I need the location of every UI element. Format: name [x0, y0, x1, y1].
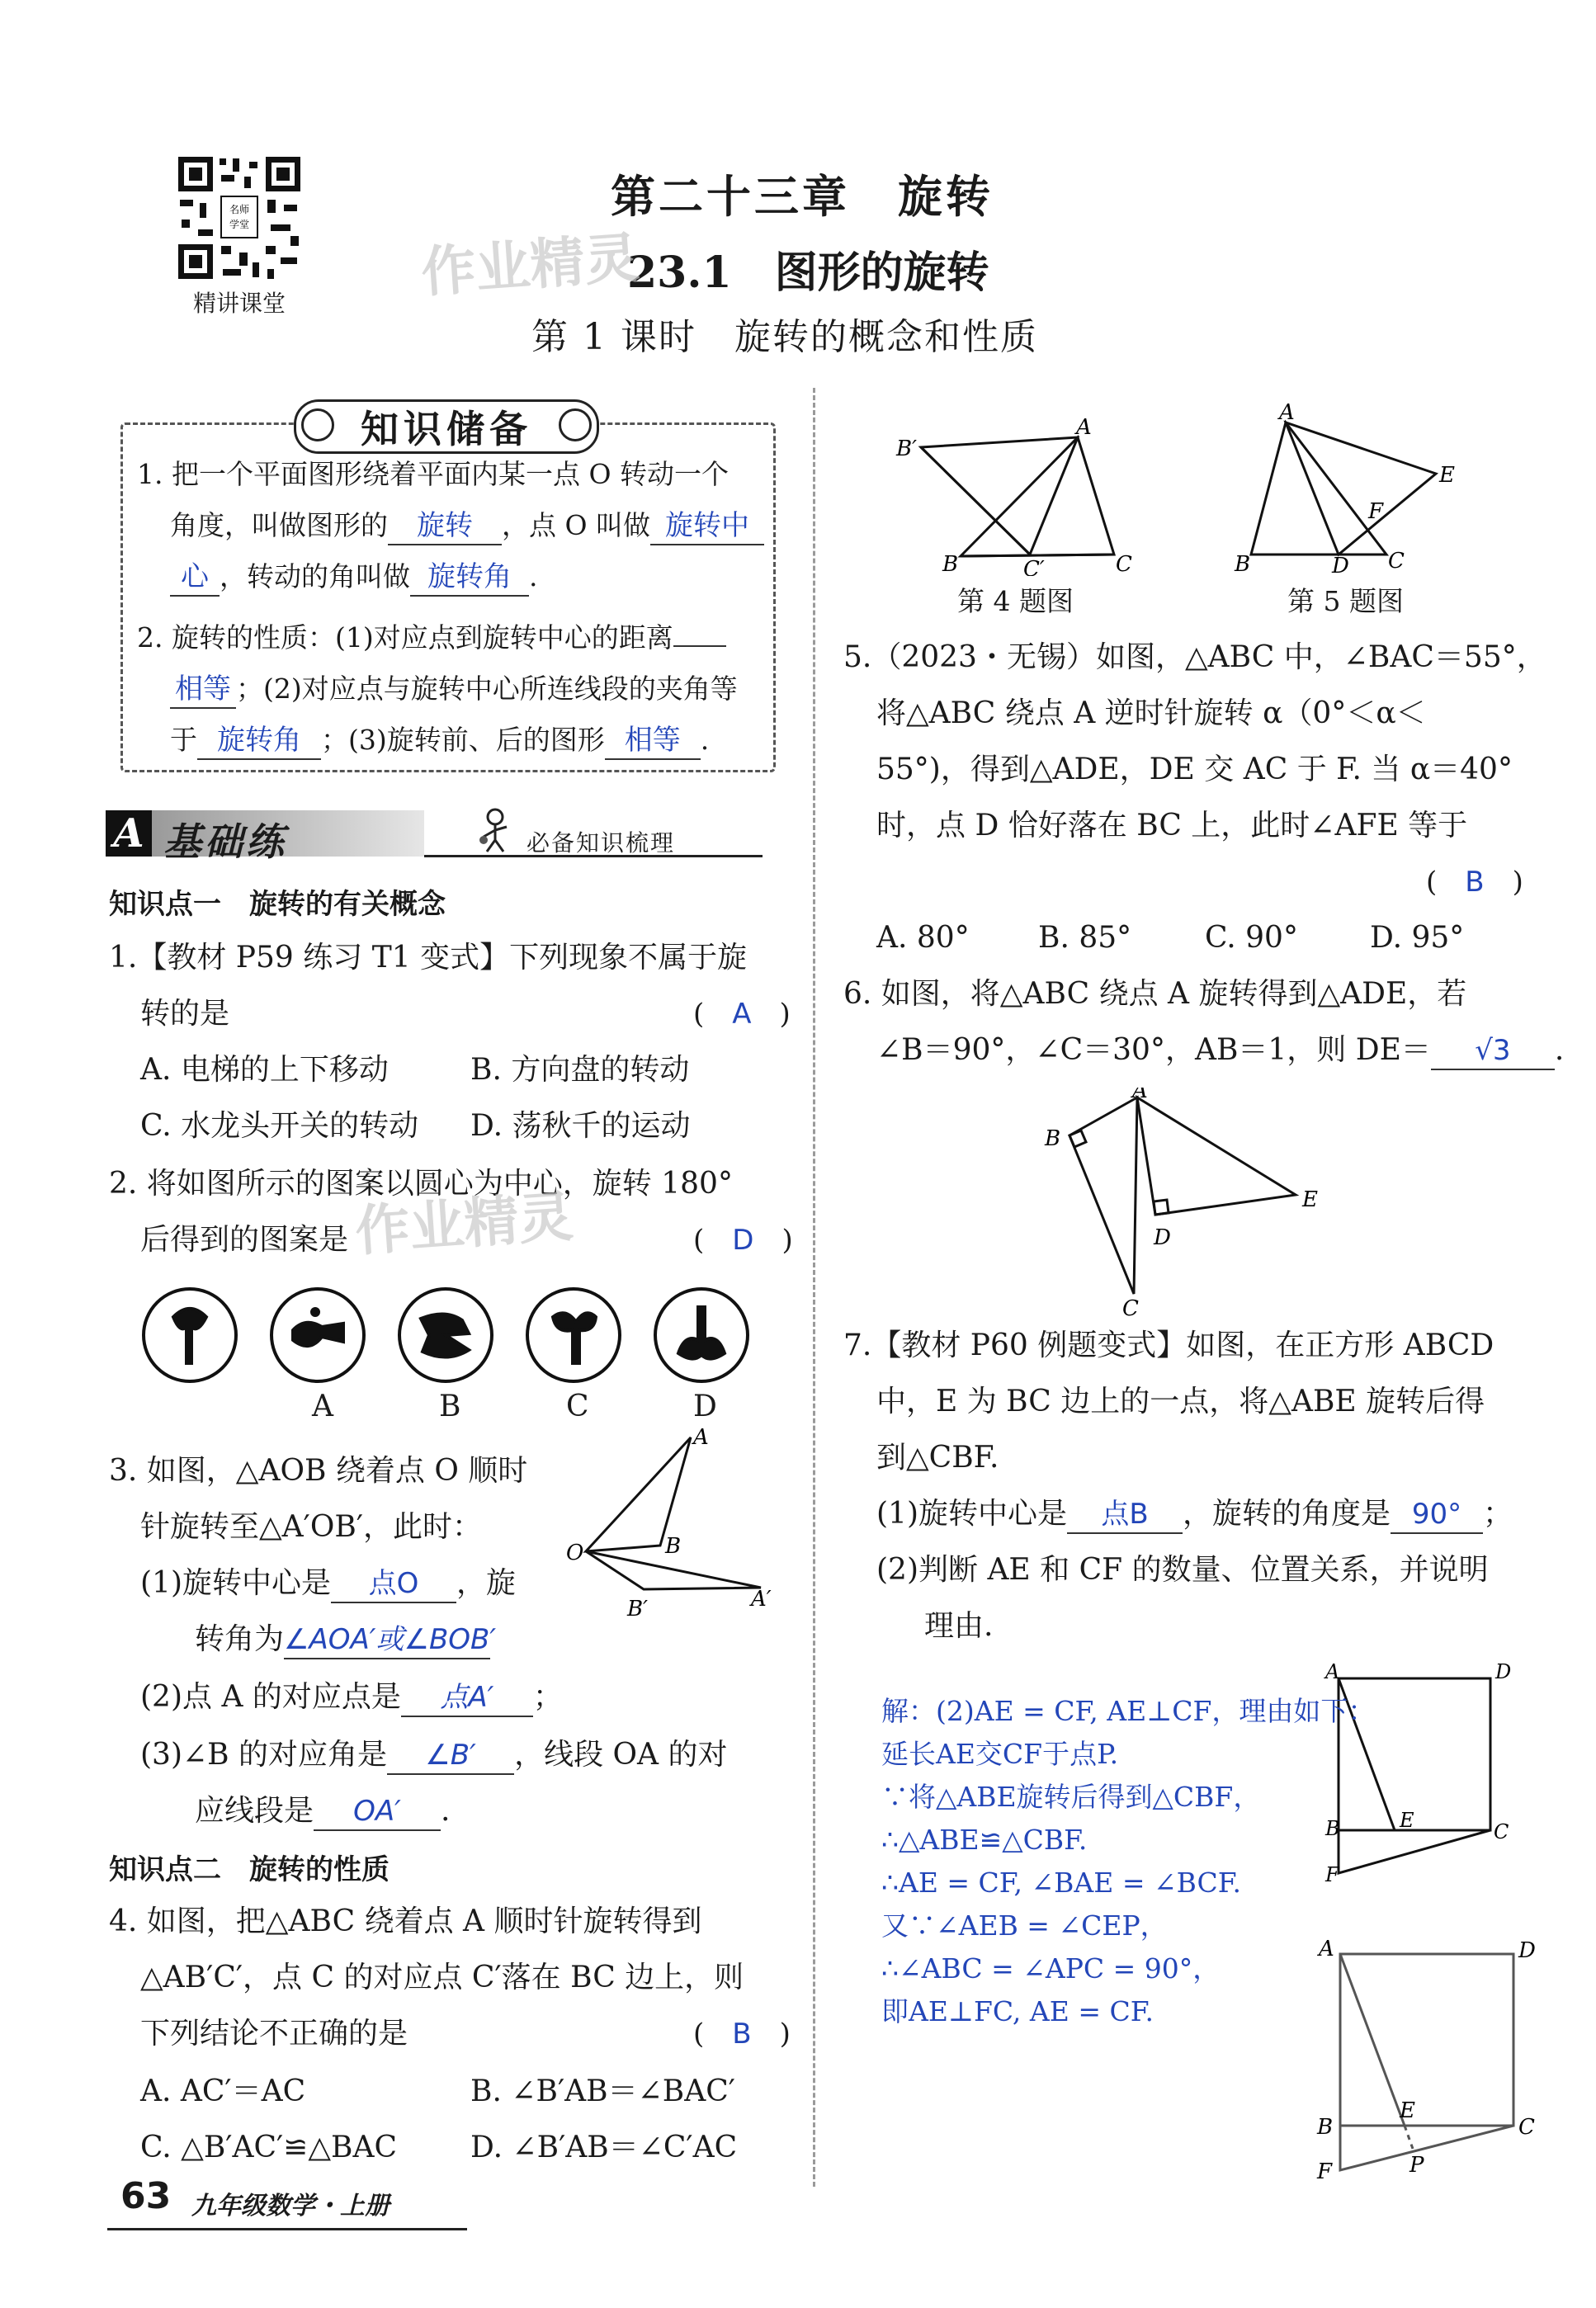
svg-text:B: B [1317, 2115, 1334, 2140]
mascot-icon [477, 807, 513, 853]
q5-option-a: A. 80° [876, 921, 970, 955]
svg-text:D: D [1518, 1938, 1536, 1963]
svg-text:学堂: 学堂 [229, 219, 250, 230]
svg-text:C: C [1116, 552, 1132, 576]
q5-line2: 将△ABC 绕点 A 逆时针旋转 α（0°＜α＜ [876, 696, 1426, 730]
solution-line: ∵将△ABE旋转后得到△CBF， [881, 1781, 1261, 1813]
footer-rule [107, 2228, 467, 2230]
q6-line1: 6. 如图，将△ABC 绕点 A 旋转得到△ADE，若 [843, 977, 1467, 1011]
q6-line2: ∠B＝90°，∠C＝30°，AB＝1，则 DE＝ √3 . [876, 1022, 1564, 1079]
column-divider [813, 388, 815, 2187]
q7-line1: 7.【教材 P60 例题变式】如图，在正方形 ABCD [843, 1329, 1494, 1362]
solution-block [881, 1690, 1375, 2033]
basic-banner [106, 810, 766, 864]
page-number: 63 [120, 2175, 172, 2217]
q3-part2: (2)点 A 的对应点是 点A′ ； [140, 1668, 563, 1726]
q5-line1: 5.（2023・无锡）如图，△ABC 中，∠BAC＝55°， [843, 640, 1546, 674]
svg-text:B′: B′ [896, 437, 918, 461]
kp1-heading: 知识点一 旋转的有关概念 [109, 888, 446, 921]
fig4-caption: 第 4 题图 [957, 585, 1074, 617]
svg-text:D: D [1495, 1660, 1512, 1683]
q1-option-c: C. 水龙头开关的转动 [140, 1109, 419, 1143]
svg-text:C: C [1122, 1296, 1139, 1319]
q7-part2b: 理由. [924, 1609, 994, 1643]
solution-line: ∴△ABE≌△CBF. [881, 1824, 1088, 1856]
q1-answer: ( A ) [693, 998, 791, 1031]
q7-part1: (1)旋转中心是 点B ，旋转的角度是 90° ； [876, 1485, 1513, 1543]
svg-text:A: A [1279, 403, 1295, 425]
watermark: 作业精灵 [353, 1184, 575, 1264]
knowledge-q2-line1: 2. 旋转的性质：(1)对应点到旋转中心的距离 [137, 609, 726, 667]
q5-line3: 55°)，得到△ADE，DE 交 AC 于 F. 当 α＝40° [876, 753, 1513, 786]
q1-option-b: B. 方向盘的转动 [470, 1053, 690, 1087]
knowledge-q1-line3: 心 ，转动的角叫做 旋转角 . [170, 548, 538, 606]
knowledge-title: 知识储备 [361, 407, 532, 451]
fig5-caption: 第 5 题图 [1287, 585, 1404, 617]
q7-line2: 中，E 为 BC 边上的一点，将△ABE 旋转后得 [876, 1385, 1485, 1418]
svg-text:E: E [1302, 1187, 1318, 1212]
svg-text:E: E [1400, 2098, 1415, 2123]
q5-line4: 时，点 D 恰好落在 BC 上，此时∠AFE 等于 [876, 809, 1468, 842]
svg-text:C: C [1518, 2115, 1535, 2140]
q1-option-d: D. 荡秋千的运动 [470, 1109, 691, 1143]
knowledge-q1-line1: 1. 把一个平面图形绕着平面内某一点 O 转动一个 [137, 458, 730, 490]
q3-line1: 3. 如图，△AOB 绕着点 O 顺时 [109, 1454, 528, 1488]
svg-text:B: B [942, 552, 959, 576]
svg-text:C′: C′ [1023, 557, 1045, 576]
svg-text:A: A [1319, 1937, 1334, 1961]
pattern-a [272, 1289, 364, 1381]
solution-line: 解：(2)AE = CF, AE⊥CF，理由如下： [881, 1695, 1376, 1727]
pattern-c [527, 1289, 620, 1381]
kp2-heading: 知识点二 旋转的性质 [109, 1853, 390, 1886]
footer-book: 九年级数学・上册 [191, 2192, 390, 2221]
q4-option-c: C. △B′AC′≌△BAC [140, 2131, 398, 2164]
q4-line2: △AB′C′，点 C 的对应点 C′落在 BC 边上，则 [140, 1961, 744, 1994]
qr-code [175, 153, 304, 282]
q3-line2: 针旋转至△A′OB′，此时： [140, 1510, 483, 1544]
solution-line: ∴∠ABC = ∠APC = 90°， [881, 1952, 1221, 1985]
q3-part1: (1)旋转中心是 点O ，旋 [140, 1555, 516, 1612]
q7-line3: 到△CBF. [876, 1441, 999, 1475]
pattern-original [144, 1289, 236, 1381]
svg-text:A: A [1076, 415, 1092, 440]
watermark: 作业精灵 [419, 225, 641, 305]
svg-text:B′: B′ [627, 1597, 649, 1621]
svg-text:A: A [693, 1428, 709, 1450]
q2-line1: 2. 将如图所示的图案以圆心为中心，旋转 180° [109, 1167, 733, 1201]
lesson-title: 第 1 课时 旋转的概念和性质 [531, 316, 1038, 358]
q4-option-a: A. AC′＝AC [140, 2074, 306, 2108]
q2-label-b: B [439, 1390, 461, 1423]
svg-text:B: B [1235, 552, 1251, 576]
svg-text:B: B [1325, 1817, 1340, 1840]
q3-figure [561, 1428, 784, 1642]
svg-text:A: A [1132, 1088, 1148, 1103]
q1-option-a: A. 电梯的上下移动 [140, 1053, 389, 1087]
q5-option-b: B. 85° [1038, 921, 1132, 955]
q4-answer: ( B ) [693, 2018, 791, 2051]
svg-text:F: F [1325, 1863, 1339, 1881]
svg-text:A: A [1325, 1660, 1340, 1683]
knowledge-q1-line2: 角度，叫做图形的 旋转 ，点 O 叫做 旋转中 [170, 497, 764, 555]
q7-part2: (2)判断 AE 和 CF 的数量、位置关系，并说明 [876, 1553, 1489, 1587]
svg-text:C: C [1388, 549, 1405, 573]
basic-title: 基础练 [163, 819, 287, 864]
svg-text:D: D [1154, 1225, 1171, 1250]
q2-answer: ( D ) [693, 1224, 793, 1257]
solution-line: 延长AE交CF于点P. [881, 1738, 1119, 1770]
svg-text:P: P [1409, 2153, 1424, 2178]
svg-text:E: E [1439, 463, 1455, 488]
section-title: 23.1 图形的旋转 [627, 248, 989, 298]
svg-text:B: B [1045, 1126, 1061, 1151]
q5-option-c: C. 90° [1205, 921, 1298, 955]
q3-part3b: 应线段是 OA′ . [195, 1782, 450, 1840]
q2-label-d: D [693, 1390, 717, 1423]
basketball-icon [301, 408, 334, 441]
q3-part3: (3)∠B 的对应角是 ∠B′ ，线段 OA 的对 [140, 1726, 727, 1784]
fig6 [1040, 1088, 1320, 1319]
q2-line2: 后得到的图案是 [140, 1223, 349, 1257]
solution-line: ∴AE = CF, ∠BAE = ∠BCF. [881, 1867, 1241, 1899]
pattern-d [655, 1289, 748, 1381]
q4-line3: 下列结论不正确的是 [140, 2017, 408, 2051]
q5-answer: ( B ) [1426, 866, 1523, 899]
basic-note: 必备知识梳理 [526, 829, 676, 857]
q1-line2: 转的是 [140, 997, 230, 1031]
knowledge-q2-line2: 相等 ；(2)对应点与旋转中心所连线段的夹角等 [170, 660, 738, 718]
pattern-b [399, 1289, 492, 1381]
q5-option-d: D. 95° [1370, 921, 1465, 955]
fig4 [891, 411, 1139, 576]
svg-text:名师: 名师 [229, 204, 250, 215]
basketball-icon [559, 408, 592, 441]
q4-option-b: B. ∠B′AB＝∠BAC′ [470, 2074, 735, 2108]
basic-badge: A [106, 810, 152, 857]
q4-option-d: D. ∠B′AB＝∠C′AC [470, 2131, 738, 2164]
svg-text:B: B [665, 1534, 682, 1559]
svg-text:E: E [1400, 1809, 1414, 1832]
svg-text:O: O [566, 1541, 584, 1565]
chapter-title: 第二十三章 旋转 [611, 170, 994, 223]
svg-text:C: C [1494, 1820, 1509, 1843]
q4-line1: 4. 如图，把△ABC 绕着点 A 顺时针旋转得到 [109, 1904, 702, 1938]
fig7-solution [1307, 1931, 1555, 2187]
svg-text:F: F [1368, 499, 1384, 524]
svg-text:A′: A′ [751, 1587, 772, 1612]
solution-line: 即AE⊥FC, AE = CF. [881, 1995, 1154, 2027]
svg-text:D: D [1332, 554, 1349, 576]
q3-part1b: 转角为∠AOA′或∠BOB′ [195, 1611, 490, 1668]
q1-line1: 1.【教材 P59 练习 T1 变式】下列现象不属于旋 [109, 941, 748, 975]
q2-label-c: C [566, 1390, 589, 1423]
fig5 [1230, 403, 1477, 576]
solution-line: 又∵∠AEB = ∠CEP， [881, 1909, 1168, 1942]
svg-text:F: F [1317, 2159, 1333, 2184]
knowledge-q2-line3: 于 旋转角 ；(3)旋转前、后的图形 相等 . [170, 711, 709, 769]
qr-caption: 精讲课堂 [192, 290, 286, 317]
q2-label-a: A [312, 1390, 333, 1423]
